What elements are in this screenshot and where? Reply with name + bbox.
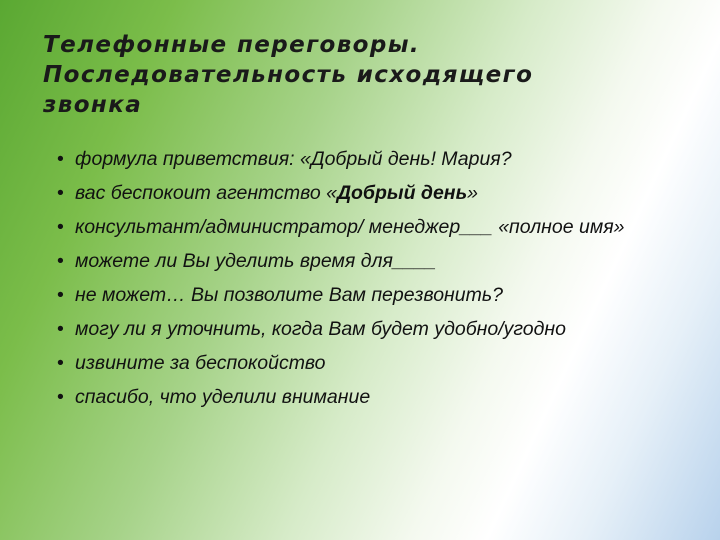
bullet-list bbox=[57, 148, 657, 420]
bullet-dot-icon: • bbox=[57, 386, 64, 408]
list-item bbox=[57, 318, 657, 341]
bullet-dot-icon: • bbox=[57, 148, 64, 170]
list-item bbox=[57, 250, 657, 273]
bullet-text: спасибо, что уделили внимание bbox=[75, 386, 371, 408]
list-item bbox=[57, 352, 657, 375]
bullet-text: не может… Вы позволите Вам перезвонить? bbox=[75, 284, 503, 306]
bullet-dot-icon: • bbox=[57, 182, 64, 204]
title-line-1: Телефонные переговоры. bbox=[43, 32, 421, 58]
title-line-3: звонка bbox=[43, 92, 143, 118]
agency-name: Добрый день bbox=[336, 182, 468, 204]
bullet-dot-icon: • bbox=[57, 284, 64, 306]
list-item bbox=[57, 216, 657, 239]
list-item bbox=[57, 386, 657, 409]
bullet-text: могу ли я уточнить, когда Вам будет удобно/угодно bbox=[75, 318, 567, 340]
bullet-dot-icon: • bbox=[57, 352, 64, 374]
bullet-dot-icon: • bbox=[57, 216, 64, 238]
slide-title bbox=[43, 30, 683, 120]
bullet-dot-icon: • bbox=[57, 318, 64, 340]
bullet-text: консультант/администратор/ менеджер___ «полное имя» bbox=[75, 216, 625, 238]
list-item bbox=[57, 148, 657, 171]
bullet-text: формула приветствия: «Добрый день! Мария? bbox=[75, 148, 512, 170]
bullet-text: можете ли Вы уделить время для____ bbox=[75, 250, 437, 272]
bullet-text: извините за беспокойство bbox=[75, 352, 326, 374]
bullet-text-after: » bbox=[467, 182, 479, 204]
list-item bbox=[57, 284, 657, 307]
bullet-text-before: вас беспокоит агентство « bbox=[75, 182, 337, 204]
list-item bbox=[57, 182, 657, 205]
bullet-dot-icon: • bbox=[57, 250, 64, 272]
title-line-2: Последовательность исходящего bbox=[43, 62, 534, 88]
